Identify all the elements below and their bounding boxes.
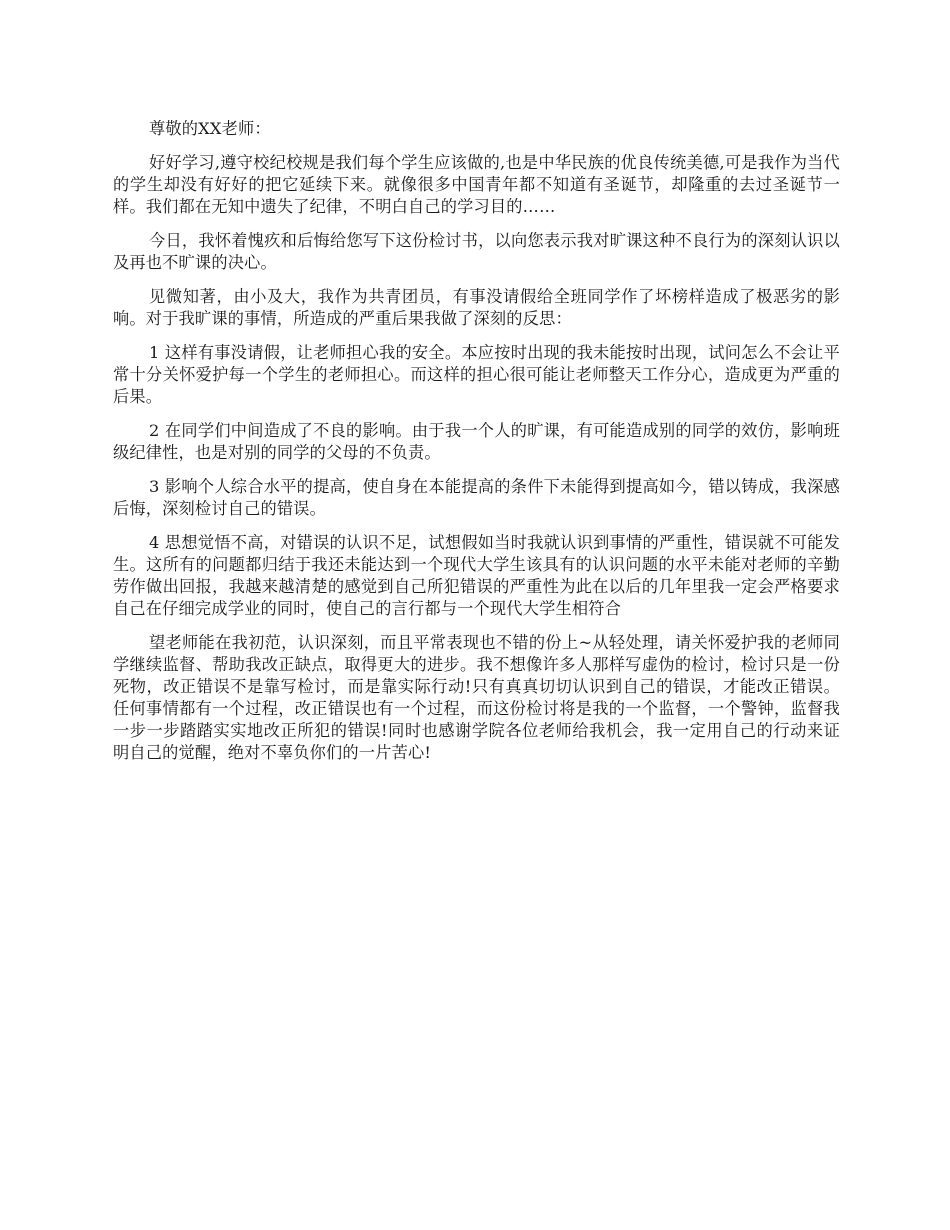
paragraph-point-4: 4 思想觉悟不高，对错误的认识不足，试想假如当时我就认识到事情的严重性，错误就不可能发生。这所有的问题都归结于我还未能达到一个现代大学生该具有的认识问题的水平未能对老师的辛勤劳作做出回报，我越来越清楚的感觉到自己所犯错误的严重性为此在以后的几年里我一定会严格要求自己在仔细完成学业的同时，使自己的言行都与一个现代大学生相符合 — [113, 533, 840, 618]
salutation: 尊敬的XX老师： — [149, 119, 271, 138]
paragraph-closing: 望老师能在我初范，认识深刻，而且平常表现也不错的份上~从轻处理，请关怀爱护我的老师同学继续监督、帮助我改正缺点，取得更大的进步。我不想像许多人那样写虚伪的检讨，检讨只是一份死物，改正错误不是靠写检讨，而是靠实际行动!只有真真切切认识到自己的错误，才能改正错误。任何事情都有一个过程，改正错误也有一个过程，而这份检讨将是我的一个监督，一个警钟，监督我一步一步踏踏实实地改正所犯的错误!同时也感谢学院各位老师给我机会，我一定用自己的行动来证明自己的觉醒，绝对不辜负你们的一片苦心! — [113, 633, 840, 762]
paragraph-point-1: 1 这样有事没请假，让老师担心我的安全。本应按时出现的我未能按时出现，试问怎么不会让平常十分关怀爱护每一个学生的老师担心。而这样的担心很可能让老师整天工作分心，造成更为严重的后果。 — [113, 343, 840, 406]
paragraph-intro: 好好学习,遵守校纪校规是我们每个学生应该做的,也是中华民族的优良传统美德,可是我作为当代的学生却没有好好的把它延续下来。就像很多中国青年都不知道有圣诞节，却隆重的去过圣诞节一样。我们都在无知中遗失了纪律，不明白自己的学习目的…… — [113, 153, 840, 216]
paragraph-reflection: 见微知著，由小及大，我作为共青团员，有事没请假给全班同学作了坏榜样造成了极恶劣的影响。对于我旷课的事情，所造成的严重后果我做了深刻的反思： — [113, 287, 840, 328]
paragraph-purpose: 今日，我怀着愧疚和后悔给您写下这份检讨书，以向您表示我对旷课这种不良行为的深刻认识以及再也不旷课的决心。 — [113, 231, 840, 272]
document-body — [113, 118, 840, 776]
paragraph-point-2: 2 在同学们中间造成了不良的影响。由于我一个人的旷课，有可能造成别的同学的效仿，影响班级纪律性，也是对别的同学的父母的不负责。 — [113, 421, 840, 462]
paragraph-point-3: 3 影响个人综合水平的提高，使自身在本能提高的条件下未能得到提高如今，错以铸成，我深感后悔，深刻检讨自己的错误。 — [113, 477, 840, 518]
